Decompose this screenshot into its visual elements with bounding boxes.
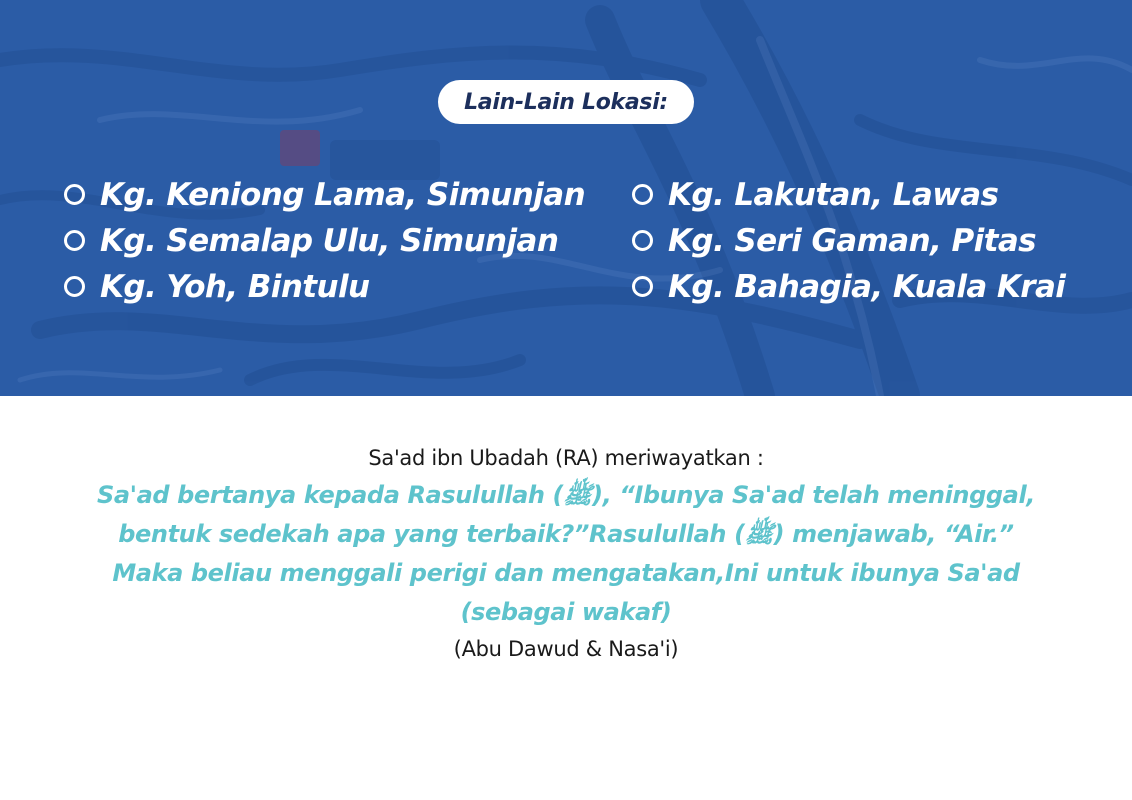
locations-list-left [62,172,585,310]
hadith-text [66,476,1066,632]
location-label: Kg. Semalap Ulu, Simunjan [100,223,559,259]
circle-bullet-icon [632,276,653,297]
location-label: Kg. Seri Gaman, Pitas [668,223,1036,259]
circle-bullet-icon [632,184,653,205]
hadith-quote-section [0,440,1132,666]
locations-heading-pill [438,80,694,124]
narrator-line: Sa'ad ibn Ubadah (RA) meriwayatkan : [368,446,764,470]
location-label: Kg. Keniong Lama, Simunjan [100,177,586,213]
circle-bullet-icon [64,184,85,205]
location-item [630,218,1065,264]
hadith-line: bentuk sedekah apa yang terbaik?”Rasulullah (ﷺ) menjawab, “Air.” [118,520,1014,548]
circle-bullet-icon [64,276,85,297]
location-label: Kg. Lakutan, Lawas [668,177,999,213]
locations-banner [0,0,1132,396]
circle-bullet-icon [64,230,85,251]
location-label: Kg. Yoh, Bintulu [100,269,370,305]
location-item [62,264,585,310]
location-label: Kg. Bahagia, Kuala Krai [668,269,1066,305]
locations-heading: Lain-Lain Lokasi: [464,89,668,115]
location-item [630,172,1065,218]
hadith-line: (sebagai wakaf) [460,598,672,626]
location-item [62,218,585,264]
hadith-line: Maka beliau menggali perigi dan mengatakan,Ini untuk ibunya Sa'ad [112,559,1020,587]
circle-bullet-icon [632,230,653,251]
hadith-source: (Abu Dawud & Nasa'i) [453,637,679,661]
location-item [62,172,585,218]
locations-list-right [630,172,1065,310]
location-item [630,264,1065,310]
hadith-line: Sa'ad bertanya kepada Rasulullah (ﷺ), “Ibunya Sa'ad telah meninggal, [96,481,1036,509]
